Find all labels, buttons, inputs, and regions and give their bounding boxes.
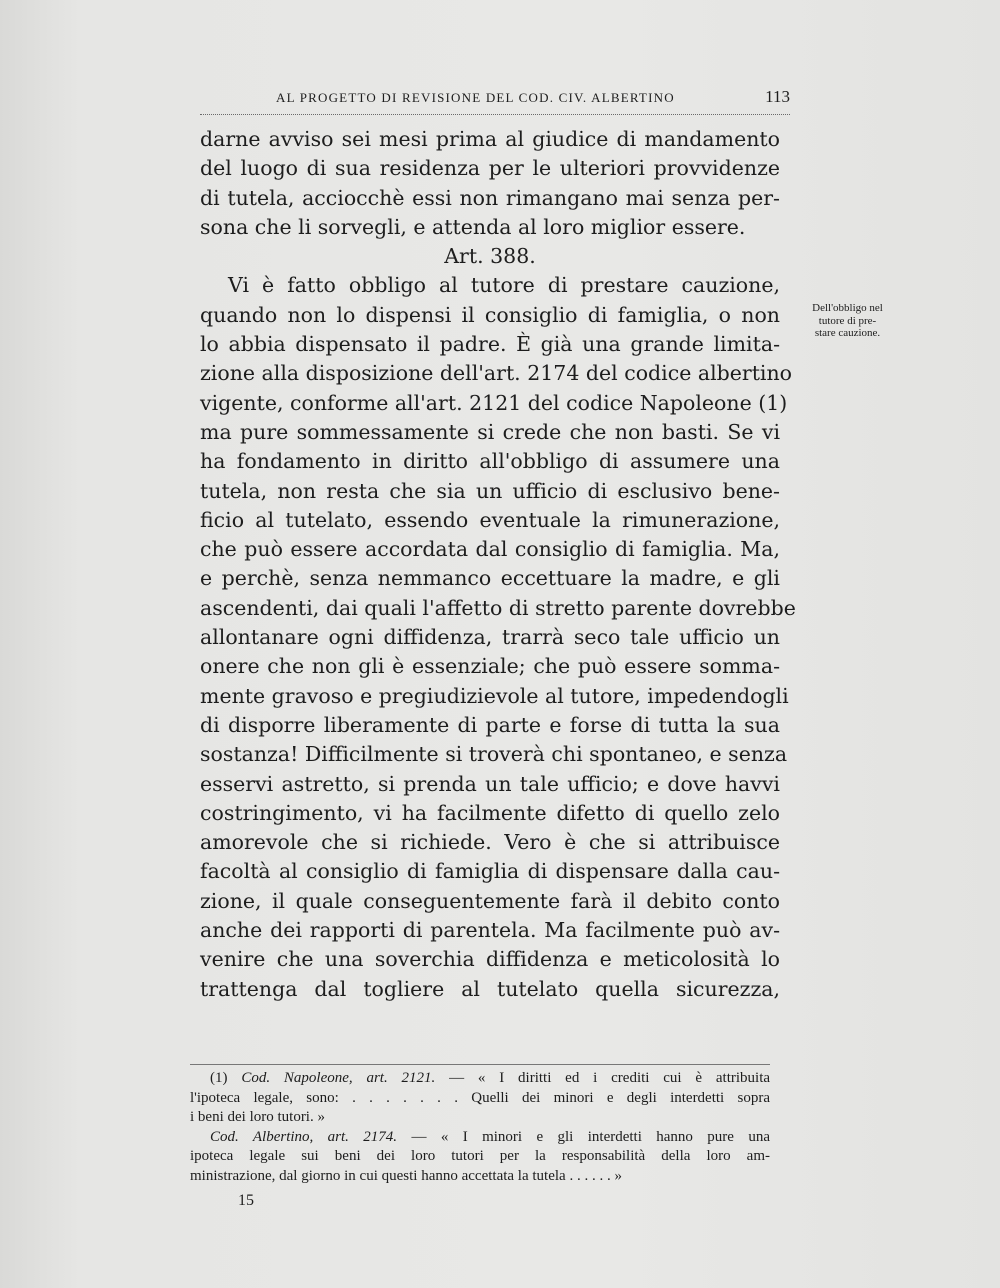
- footnote-1-number: (1): [210, 1070, 228, 1086]
- margin-note-line: Dell'obbligo nel: [812, 302, 883, 314]
- footnote-2-citation: Cod. Albertino, art. 2174.: [210, 1128, 398, 1145]
- running-head-title: AL PROGETTO DI REVISIONE DEL COD. CIV. ALBERTINO: [276, 90, 675, 105]
- footnote-1-line: [190, 1069, 770, 1089]
- body-line: lo abbia dispensato il padre. È già una grande limita-: [200, 332, 780, 357]
- body-line: anche dei rapporti di parentela. Ma facilmente può av-: [200, 918, 780, 943]
- body-line: e perchè, senza nemmanco eccettuare la madre, e gli: [200, 566, 780, 591]
- margin-note-line: stare cauzione.: [814, 327, 881, 339]
- footnote-2-line: [190, 1128, 770, 1148]
- body-line: tutela, non resta che sia un ufficio di esclusivo bene-: [200, 478, 780, 503]
- body-line: quando non lo dispensi il consiglio di famiglia, o non: [200, 302, 780, 327]
- body-line: mente gravoso e pregiudizievole al tutore, impedendogli: [200, 683, 789, 708]
- body-line: ma pure sommessamente si crede che non basti. Se vi: [200, 419, 780, 444]
- signature-mark: 15: [238, 1192, 254, 1209]
- body-line: ha fondamento in diritto all'obbligo di assumere una: [200, 449, 780, 474]
- page-number: 113: [765, 87, 790, 106]
- body-line: di tutela, acciocchè essi non rimangano mai senza per-: [200, 185, 780, 210]
- footnote-1-text: — « I diritti ed i crediti cui è attribuita: [435, 1070, 771, 1086]
- body-line: zione, il quale conseguentemente farà il debito conto: [200, 888, 780, 913]
- body-line: di disporre liberamente di parte e forse di tutta la sua: [200, 712, 780, 737]
- footnote-1-line: l'ipoteca legale, sono: . . . . . . . Quelli dei minori e degli interdetti sopra: [190, 1089, 770, 1106]
- body-line: esservi astretto, si prenda un tale ufficio; e dove havvi: [200, 771, 780, 796]
- running-head: [200, 88, 790, 115]
- body-line: del luogo di sua residenza per le ulteriori provvidenze: [200, 156, 780, 181]
- footnote-2-line: ipoteca legale sui beni dei loro tutori per la responsabilità della loro am-: [190, 1148, 770, 1164]
- body-line: facoltà al consiglio di famiglia di dispensare dalla cau-: [200, 859, 780, 884]
- body-line: ficio al tutelato, essendo eventuale la rimunerazione,: [200, 507, 780, 532]
- body-line: darne avviso sei mesi prima al giudice di mandamento: [200, 127, 780, 151]
- body-line: zione alla disposizione dell'art. 2174 del codice albertino: [200, 361, 793, 386]
- body-line: venire che una soverchia diffidenza e meticolosità lo: [200, 947, 780, 972]
- body-text: [200, 125, 796, 1004]
- body-line: allontanare ogni diffidenza, trarrà seco tale ufficio un: [200, 625, 780, 650]
- footnote-1-line: i beni dei loro tutori. »: [190, 1109, 325, 1125]
- article-heading: Art. 388.: [444, 244, 536, 269]
- footnotes: [190, 1064, 770, 1186]
- footnote-2-text: — « I minori e gli interdetti hanno pure una: [397, 1128, 770, 1145]
- body-line: sona che li sorvegli, e attenda al loro miglior essere.: [200, 214, 746, 239]
- body-line: costringimento, vi ha facilmente difetto di quello zelo: [200, 800, 780, 825]
- footnote-1-citation: Cod. Napoleone, art. 2121.: [241, 1070, 436, 1086]
- body-line: ascendenti, dai quali l'affetto di stretto parente dovrebbe: [200, 595, 796, 620]
- body-line: onere che non gli è essenziale; che può essere somma-: [200, 654, 780, 679]
- body-line: che può essere accordata dal consiglio di famiglia. Ma,: [200, 537, 780, 562]
- body-line: amorevole che si richiede. Vero è che si attribuisce: [200, 830, 780, 855]
- body-line: Vi è fatto obbligo al tutore di prestare cauzione,: [228, 273, 780, 298]
- footnote-2-line: ministrazione, dal giorno in cui questi hanno accettata la tutela . . . . . . »: [190, 1167, 622, 1184]
- margin-note: [790, 302, 905, 340]
- body-line: sostanza! Difficilmente si troverà chi spontaneo, e senza: [200, 742, 788, 767]
- margin-note-line: tutore di pre-: [818, 314, 877, 327]
- body-line: vigente, conforme all'art. 2121 del codice Napoleone (1): [200, 390, 788, 415]
- body-line: trattenga dal togliere al tutelato quella sicurezza,: [200, 976, 780, 1001]
